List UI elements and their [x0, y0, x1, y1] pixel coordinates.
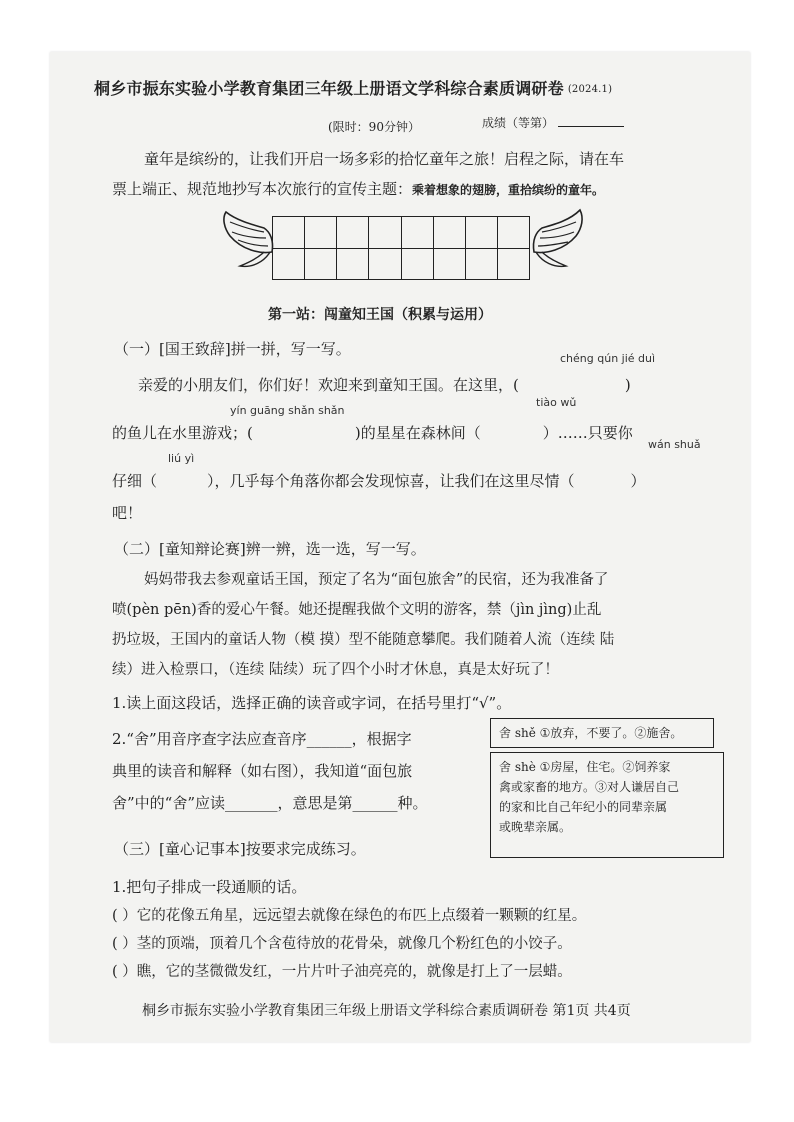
grid-cell[interactable] — [337, 248, 369, 279]
exam-title — [94, 76, 612, 99]
sentence-1[interactable]: ( ）它的花像五角星，远远望去就像在绿色的布匹上点缀着一颗颗的红星。 — [112, 908, 587, 924]
wing-right-icon — [530, 202, 586, 282]
station1-heading: 第一站：闯童知王国（积累与运用） — [268, 307, 492, 323]
score-label: 成绩（等第） — [482, 116, 555, 130]
intro-theme: 乘着想象的翅膀，重拾缤纷的童年。 — [412, 183, 605, 197]
time-limit: (限时：90分钟） — [328, 120, 420, 134]
pinyin-wanshua: wán shuǎ — [648, 438, 701, 451]
p1-line1 — [138, 374, 631, 395]
pinyin-chengqunjiedui: chéng qún jié duì — [560, 352, 656, 365]
grid-cell[interactable] — [434, 217, 466, 248]
dictionary-box-she3 — [490, 718, 714, 748]
p2-line4: 续）进入检票口，（连续 陆续）玩了四个小时才休息，真是太好玩了！ — [112, 662, 559, 678]
grid-cell[interactable] — [466, 217, 498, 248]
p1-line2 — [112, 422, 633, 443]
dictionary-box-she4 — [490, 752, 724, 858]
pinyin-liuyi: liú yì — [168, 452, 195, 465]
grid-cell[interactable] — [305, 217, 337, 248]
dict2-line4: 或晚辈亲属。 — [499, 820, 572, 834]
p1-line1-text: 亲爱的小朋友们，你们好！欢迎来到童知王国。在这里，( — [138, 376, 519, 394]
question-2-line1: 2.“舍”用音序查字法应查音序______，根据字 — [112, 730, 412, 748]
question-3-1: 1.把句子排成一段通顺的话。 — [112, 878, 307, 896]
bracket-close: ) — [624, 376, 631, 394]
intro-line2 — [112, 178, 604, 199]
grid-cell[interactable] — [402, 248, 434, 279]
pinyin-tiaowu: tiào wǔ — [536, 396, 577, 409]
page-footer: 桐乡市振东实验小学教育集团三年级上册语文学科综合素质调研卷 第1页 共4页 — [142, 1003, 631, 1019]
exam-paper — [50, 52, 750, 1042]
score-blank[interactable] — [558, 112, 624, 127]
grid-cell[interactable] — [498, 248, 529, 279]
theme-writing-grid[interactable] — [272, 216, 530, 280]
p2-line2: 喷(pèn pēn)香的爱心午餐。她还提醒我做个文明的游客，禁（jìn jìng)止乱 — [112, 602, 602, 618]
grid-cell[interactable] — [466, 248, 498, 279]
part2-heading: （二）[童知辩论赛]辨一辨，选一选，写一写。 — [114, 540, 426, 558]
title-year: (2024.1) — [567, 84, 613, 95]
p2-line3: 扔垃圾，王国内的童话人物（模 摸）型不能随意攀爬。我们随着人流（连续 陆 — [112, 632, 615, 648]
dict2-line3: 的家和比自己年纪小的同辈亲属 — [499, 800, 668, 814]
p1-line3b: ），几乎每个角落你都会发现惊喜，让我们在这里尽情（ — [207, 472, 575, 490]
intro-line2-text: 票上端正、规范地抄写本次旅行的宣传主题： — [112, 180, 413, 198]
grid-cell[interactable] — [305, 248, 337, 279]
dict1-text: 舍 shě ①放弃，不要了。②施舍。 — [499, 726, 683, 740]
grid-cell[interactable] — [369, 248, 401, 279]
question-1: 1.读上面这段话，选择正确的读音或字词，在括号里打“√”。 — [112, 694, 512, 712]
wing-left-icon — [220, 206, 276, 286]
grid-row — [273, 248, 529, 279]
p1-line2b: )的星星在森林间（ — [354, 424, 481, 442]
dict2-line2: 禽或家畜的地方。③对人谦居自己 — [499, 780, 680, 794]
score-field — [482, 112, 624, 131]
grid-cell[interactable] — [337, 217, 369, 248]
grid-cell[interactable] — [434, 248, 466, 279]
grid-cell[interactable] — [369, 217, 401, 248]
intro-line1: 童年是缤纷的，让我们开启一场多彩的拾忆童年之旅！启程之际，请在车 — [144, 150, 625, 168]
grid-cell[interactable] — [273, 248, 305, 279]
p1-line4: 吧！ — [112, 504, 143, 522]
part3-heading: （三）[童心记事本]按要求完成练习。 — [114, 840, 366, 858]
sentence-2[interactable]: ( ）茎的顶端，顶着几个含苞待放的花骨朵，就像几个粉红色的小饺子。 — [112, 936, 572, 952]
grid-row — [273, 217, 529, 249]
p1-line2c: ）……只要你 — [542, 424, 633, 442]
title-text: 桐乡市振东实验小学教育集团三年级上册语文学科综合素质调研卷 — [94, 79, 564, 98]
p1-line3 — [112, 470, 646, 491]
question-2-line2: 典里的读音和解释（如右图），我知道“面包旅 — [112, 762, 413, 780]
grid-cell[interactable] — [273, 217, 305, 248]
sentence-3[interactable]: ( ）瞧，它的茎微微发红，一片片叶子油亮亮的，就像是打上了一层蜡。 — [112, 964, 572, 980]
p1-line3c: ） — [630, 472, 646, 490]
grid-cell[interactable] — [498, 217, 529, 248]
p1-line2a: 的鱼儿在水里游戏；( — [112, 424, 253, 442]
grid-cell[interactable] — [402, 217, 434, 248]
p2-line1: 妈妈带我去参观童话王国，预定了名为“面包旅舍”的民宿，还为我准备了 — [144, 572, 609, 588]
dict2-line1: 舍 shè ①房屋，住宅。②饲养家 — [499, 760, 671, 774]
part1-heading: （一）[国王致辞]拼一拼，写一写。 — [114, 340, 351, 358]
pinyin-yinguang: yín guāng shǎn shǎn — [230, 404, 345, 417]
p1-line3a: 仔细（ — [112, 472, 158, 490]
question-2-line3: 舍”中的“舍”应读_______，意思是第______种。 — [112, 794, 428, 812]
